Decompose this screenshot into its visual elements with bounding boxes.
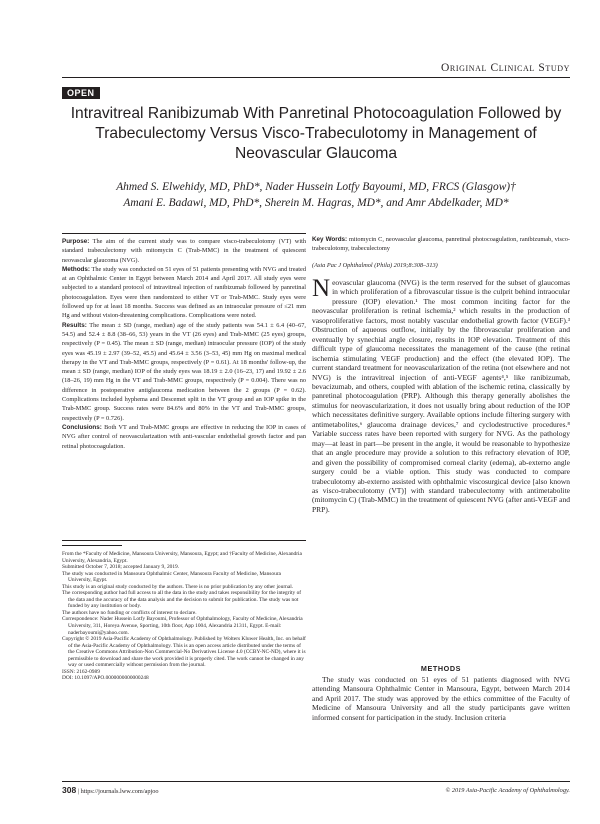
journal-citation: (Asia Pac J Ophthalmol (Phila) 2019;8:308–313) (312, 262, 438, 269)
keywords-text: mitomycin C, neovascular glaucoma, panretinal photocoagulation, ranibizumab, visco-trabeculotomy, trabeculectomy (312, 236, 571, 253)
note-doi: DOI: 10.1097/APO.0000000000000248 (62, 675, 149, 682)
page-number: 308 (62, 785, 77, 795)
methods-paragraph: The study was conducted on 51 eyes of 51 patients diagnosed with NVG attending Mansoura Ophthalmic Center in Mansoura, Egypt, between March 2014 and April 2017. The study was approved by the ethics committee of the Faculty of Medicine of Mansoura University and all the study participants gave written informed consent for participation in the study. Inclusion criteria (312, 675, 570, 722)
note-issn: ISSN: 2162-0989 (62, 668, 100, 675)
author-list (62, 179, 570, 211)
authors-line-1: Ahmed S. Elwehidy, MD, PhD*, Nader Hussein Lotfy Bayoumi, MD, FRCS (Glasgow)† (116, 181, 516, 193)
keywords (312, 235, 570, 254)
conclusion-label: Conclusions: (62, 423, 102, 431)
abstract-results (62, 321, 306, 423)
note-original: This study is an original study conducted by the authors. There is no prior publication by any other journal. (62, 583, 294, 590)
abstract-purpose (62, 237, 306, 265)
methods-section (312, 675, 570, 722)
results-label: Results: (62, 321, 87, 329)
note-correspondence: Correspondence: Nader Hussein Lotfy Bayoumi, Professor of Ophthalmology, Faculty of Medicine, Alexandria University, 311, Horeya Avenue, Sporting, 10th floor, App 1004, Alexandria 21311, Egypt. E-mail: naderbayoumi@yahoo.com. (62, 616, 303, 636)
footnotes (62, 551, 306, 682)
keywords-label: Key Words: (312, 236, 348, 243)
abstract-bottom-rule (62, 540, 306, 541)
note-copyright: Copyright © 2019 Asia-Pacific Academy of Ophthalmology. Published by Wolters Kluwer Health, Inc. on behalf of the Asia-Pacific Academy of Ophthalmology. This is an open access article distributed under the terms of the Creative Commons Attribution-Non Commercial-No Derivatives License 4.0 (CCBY-NC-ND), where it is permissible to download and share the work provided it is properly cited. The work cannot be changed in any way or used commercially without permission from the journal. (62, 636, 306, 669)
methods-heading: METHODS (420, 664, 462, 673)
notes-rule (62, 545, 122, 546)
abstract-top-rule (62, 233, 306, 234)
note-affiliation: From the *Faculty of Medicine, Mansoura University, Mansoura, Egypt; and †Faculty of Medicine, Alexandria University, Alexandria, Egypt. (62, 551, 302, 564)
note-submitted: Submitted October 7, 2018; accepted January 9, 2019. (62, 564, 180, 571)
footer-copyright: © 2019 Asia-Pacific Academy of Ophthalmology. (445, 787, 570, 794)
introduction (312, 275, 570, 514)
abstract-methods (62, 265, 306, 321)
methods-label: Methods: (62, 265, 90, 273)
purpose-label: Purpose: (62, 238, 90, 245)
conclusion-text: Both VT and Trab-MMC groups are effective in reducing the IOP in cases of NVG after control of neovascularization with anti-vascular endothelial growth factor and pan retinal photocoagulation. (62, 423, 307, 450)
note-coi: The authors have no funding or conflicts of interest to declare. (62, 609, 197, 616)
abstract (62, 237, 306, 451)
header-rule (62, 77, 570, 78)
journal-url-link[interactable]: https://journals.lww.com/apjoo (80, 788, 159, 795)
methods-text: The study was conducted on 51 eyes of 51 patients presenting with NVG and treated at an Ophthalmic Center in Egypt between March 2014 and April 2017. All study eyes were subjected to a standard protocol of intravitreal injection of ranibizumab followed by panretinal photocoagulation. Eyes were then randomized to either VT or Trab-MMC. Study eyes were followed up for at least 18 months. Success was defined as an intraocular pressure of ≤21 mm Hg and without vision-threatening complications. Complications were noted. (62, 265, 306, 320)
note-access: The corresponding author had full access to all the data in the study and takes responsibility for the integrity of the data and the accuracy of the data analysis and the decision to submit for publication. The study was not funded by any institution or body. (62, 590, 302, 610)
authors-line-2: Amani E. Badawi, MD, PhD*, Sherein M. Hagras, MD*, and Amr Abdelkader, MD* (123, 197, 509, 209)
section-heading: Original Clinical Study (440, 62, 570, 74)
intro-text: eovascular glaucoma (NVG) is the term reserved for the subset of glaucomas in which proliferation of a fibrovascular tissue is the culprit behind intraocular pressure (IOP) elevation.¹ The most common inciting factor for the neovascular proliferation is retinal ischemia,² which results in the production of vasoproliferative factors, most notably vascular endothelial growth factor (VEGF).³ Obstruction of aqueous outflow, initially by the fibrovascular proliferation and eventually by synechial angle closure, results in IOP elevation. Treatment of this difficult type of glaucoma necessitates the management of the cause (the retinal ischemia stimulating VEGF production) and the effect (the elevated IOP). The current standard treatment for neovascularization of the retina (not elsewhere and not NVG) is the intravitreal injection of anti-VEGF agents⁴,⁵ like ranibizumab, bevacizumab, and others, coupled with ablation of the ischemic retina, classically by panretinal photocoagulation (PRP). Although this therapy generally abolishes the stimulus for neovascularization, it does not usually bring about reduction of the IOP which necessitates definitive surgery. Available options include filtering surgery with antimetabolites,⁶ glaucoma drainage devices,⁷ and cyclodestructive procedures.⁸ Variable success rates have been reported with surgery for NVG. As the pathology may—at least in part—be present in the angle, it would be reasonable to hypothesize that an angle procedure may provide a solution to this refractory elevation of IOP, and given the possibility of compromised corneal clarity (edema), ab-externo angle surgery could be a viable option. This study was conducted to compare trabeculotomy ab-externo assisted with ophthalmic viscosurgical device [also known as visco-trabeculotomy (VT)] with standard trabeculectomy with antimetabolite (mitomycin C) (Trab-MMC) in the treatment of quiescent NVG (after anti-VEGF and PRP). (312, 278, 570, 514)
abstract-conclusion (62, 423, 306, 451)
article-title: Intravitreal Ranibizumab With Panretinal Photocoagulation Followed by Trabeculectomy Versus Visco-Trabeculotomy in Management of Neovascular Glaucoma (70, 105, 562, 162)
drop-cap: N (312, 275, 331, 302)
footer-separator: | (77, 788, 81, 795)
footer-left (62, 785, 159, 795)
note-conducted: The study was conducted in Mansoura Ophthalmic Center, Mansoura Faculty of Medicine, Mansoura University, Egypt. (62, 570, 281, 584)
purpose-text: The aim of the current study was to compare visco-trabeculotomy (VT) with standard trabeculectomy with mitomycin C (Trab-MMC) in the treatment of quiescent neovascular glaucoma (NVG). (62, 238, 306, 264)
intro-paragraph (312, 275, 570, 514)
results-text: The mean ± SD (range, median) age of the study patients was 54.1 ± 6.4 (40–67, 54.5) and 52.4 ± 8.8 (38–66, 53) years in the VT (26 eyes) and Trab-MMC (25 eyes) groups, respectively (P = 0.45). The mean ± SD (range, median) intraocular pressure (IOP) of the study eyes was 45.19 ± 2.97 (39–52, 45.5) and 45.64 ± 3.56 (3–53, 45) mm Hg on maximal medical therapy in the VT and Trab-MMC groups, respectively (P = 0.61). At 18 months' follow-up, the mean ± SD (range, median) IOP of the study eyes was 18.19 ± 2.0 (16–23, 17) and 19.92 ± 2.6 (18–26, 19) mm Hg in the VT and Trab-MMC groups, respectively (P = 0.004). There was no difference in postoperative antiglaucoma medication between the 2 groups (P = 0.62). Complications included hyphema and Descemet split in the VT group and an IOP spike in the Trab-MMC group. Success rates were 84.6% and 80% in the VT and Trab-MMC groups, respectively (P = 0.726). (62, 321, 306, 422)
open-access-badge: OPEN (62, 87, 100, 99)
footer-rule (62, 781, 570, 782)
